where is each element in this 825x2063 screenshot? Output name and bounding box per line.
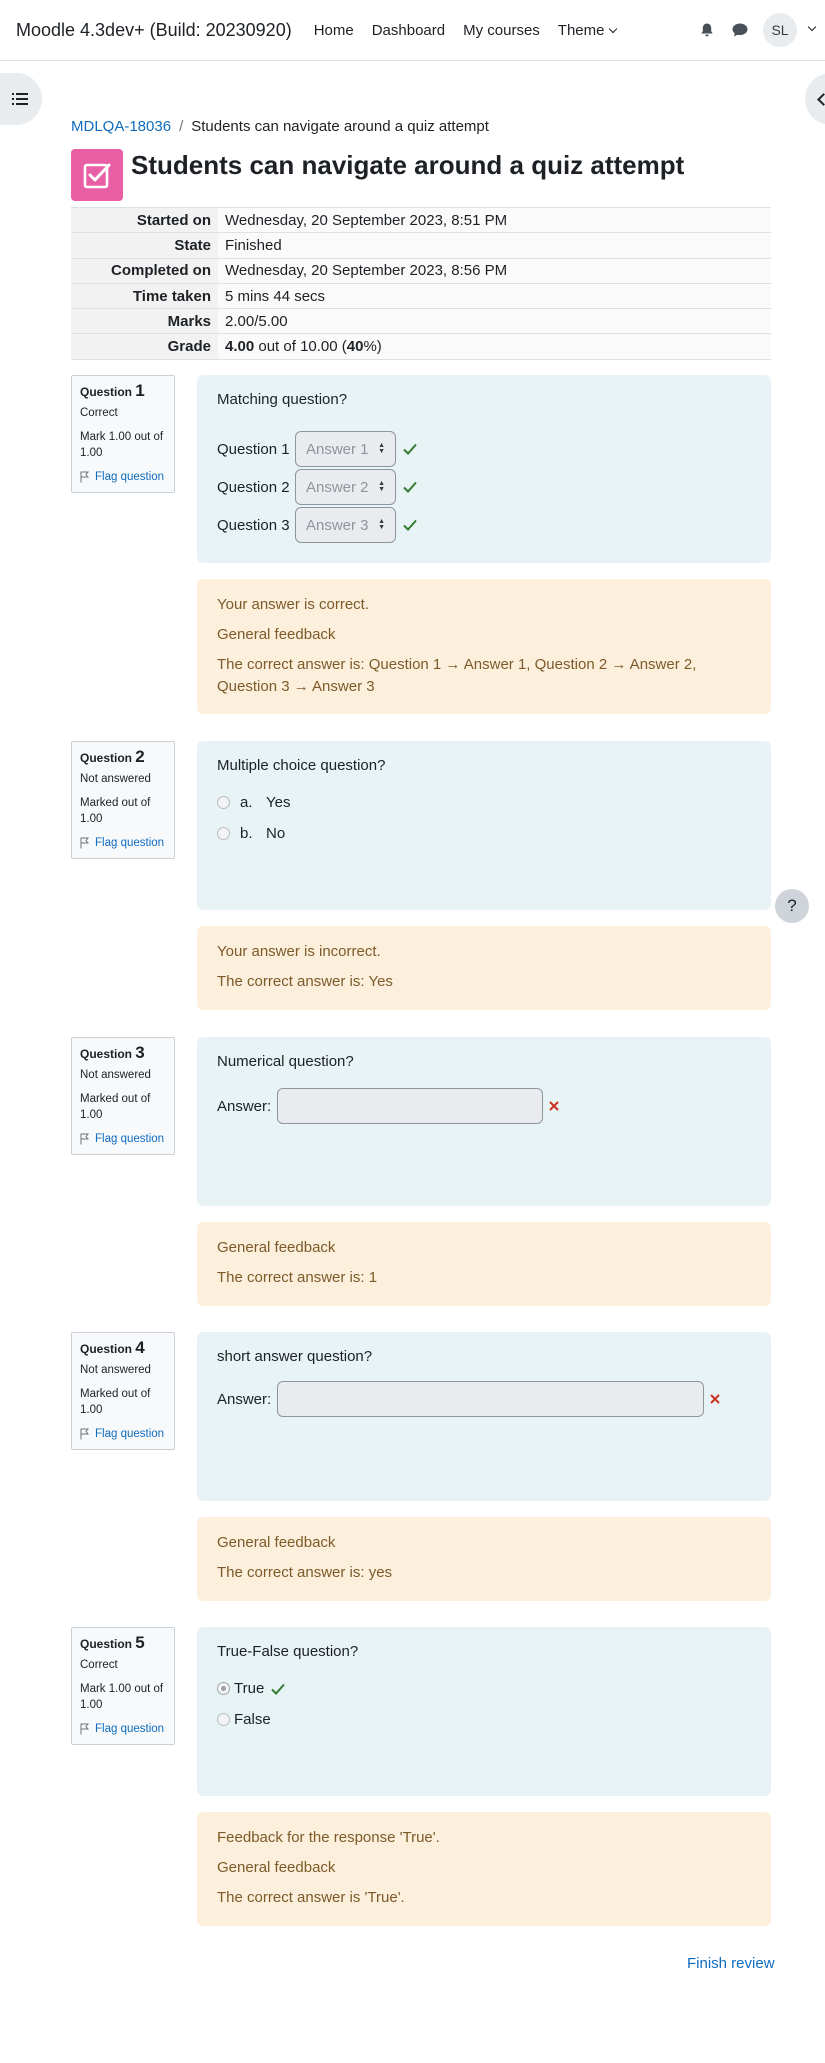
summary-row-completed bbox=[71, 258, 771, 283]
summary-label: Time taken bbox=[71, 283, 218, 308]
grade-percent: 40 bbox=[346, 338, 364, 356]
summary-value: 5 mins 44 secs bbox=[218, 283, 771, 308]
question-label: Question bbox=[80, 751, 133, 765]
question-number bbox=[80, 1340, 166, 1358]
quiz-icon bbox=[71, 149, 123, 201]
matching-row bbox=[217, 510, 751, 540]
question-label: Question bbox=[80, 1342, 133, 1356]
check-icon bbox=[402, 480, 418, 494]
attempt-summary-table bbox=[71, 207, 771, 360]
flag-icon bbox=[80, 1428, 89, 1440]
question-number bbox=[80, 749, 166, 767]
choice-label: Yes bbox=[266, 794, 291, 811]
answer-select-value: Answer 1 bbox=[306, 440, 369, 458]
feedback-line: The correct answer is: yes bbox=[217, 1564, 393, 1581]
breadcrumb-separator: / bbox=[179, 118, 184, 135]
summary-label: Grade bbox=[71, 334, 218, 359]
question-text: Matching question? bbox=[217, 391, 348, 408]
question-5-feedback bbox=[197, 1812, 771, 1926]
grade-end: %) bbox=[363, 338, 382, 356]
summary-value: Finished bbox=[218, 233, 771, 258]
answer-row bbox=[217, 1381, 751, 1417]
question-grade: Marked out of 1.00 bbox=[80, 797, 151, 825]
question-label: Question bbox=[80, 1047, 133, 1061]
question-text: True-False question? bbox=[217, 1643, 359, 1660]
summary-value: Wednesday, 20 September 2023, 8:51 PM bbox=[218, 208, 771, 233]
select-arrows-icon: ▲ ▼ bbox=[378, 442, 385, 455]
radio-button[interactable] bbox=[217, 796, 230, 809]
answer-select-value: Answer 2 bbox=[306, 478, 369, 496]
chevron-down-icon bbox=[609, 24, 617, 32]
summary-row-started bbox=[71, 208, 771, 233]
question-label: Question bbox=[80, 385, 133, 399]
question-state: Not answered bbox=[80, 773, 151, 785]
nav-dashboard[interactable]: Dashboard bbox=[371, 21, 446, 39]
choice-letter: a. bbox=[240, 794, 253, 811]
answer-input[interactable] bbox=[277, 1381, 704, 1417]
matching-rows bbox=[217, 434, 751, 540]
question-5-content bbox=[197, 1627, 771, 1796]
matching-stem: Question 2 bbox=[217, 478, 290, 496]
select-arrows-icon: ▲ ▼ bbox=[378, 518, 385, 531]
flag-icon bbox=[80, 837, 89, 849]
feedback-line: The correct answer is: 1 bbox=[217, 1269, 378, 1286]
grade-mid: out of 10.00 ( bbox=[254, 338, 347, 356]
question-state: Correct bbox=[80, 1659, 118, 1671]
flag-icon bbox=[80, 1133, 89, 1145]
feedback-line: General feedback bbox=[217, 626, 336, 643]
question-number-value: 5 bbox=[135, 1633, 145, 1652]
bell-icon[interactable] bbox=[699, 22, 715, 38]
choice-label: True bbox=[234, 1680, 265, 1697]
question-number-value: 3 bbox=[135, 1043, 145, 1062]
feedback-line: General feedback bbox=[217, 1534, 336, 1551]
list-icon bbox=[12, 92, 28, 106]
help-button[interactable]: ? bbox=[775, 889, 809, 923]
choice-letter: b. bbox=[240, 825, 253, 842]
answer-select-value: Answer 3 bbox=[306, 516, 369, 534]
question-number-value: 2 bbox=[135, 747, 145, 766]
question-label: Question bbox=[80, 1637, 133, 1651]
answer-select[interactable] bbox=[295, 507, 396, 543]
block-drawer-toggle[interactable] bbox=[805, 73, 825, 125]
question-state: Not answered bbox=[80, 1069, 151, 1081]
breadcrumb bbox=[71, 118, 489, 135]
feedback-line: General feedback bbox=[217, 1859, 336, 1876]
question-1-content bbox=[197, 375, 771, 563]
question-3-info bbox=[71, 1037, 175, 1155]
answer-input[interactable] bbox=[277, 1088, 543, 1124]
summary-label: Marks bbox=[71, 309, 218, 334]
breadcrumb-course-link[interactable]: MDLQA-18036 bbox=[71, 118, 172, 135]
flag-question-label: Flag question bbox=[95, 471, 165, 483]
user-navigation bbox=[699, 13, 815, 47]
question-3-feedback bbox=[197, 1222, 771, 1306]
avatar[interactable]: SL bbox=[763, 13, 797, 47]
answer-select[interactable] bbox=[295, 431, 396, 467]
question-text: Numerical question? bbox=[217, 1053, 354, 1070]
choice-list bbox=[217, 1680, 751, 1728]
choice-option[interactable] bbox=[217, 1711, 751, 1728]
question-2-content bbox=[197, 741, 771, 910]
summary-row-marks bbox=[71, 309, 771, 334]
question-1-feedback bbox=[197, 579, 771, 714]
summary-row-state bbox=[71, 233, 771, 258]
summary-row-time-taken bbox=[71, 283, 771, 308]
question-4-feedback bbox=[197, 1517, 771, 1601]
question-state: Correct bbox=[80, 407, 118, 419]
chat-icon[interactable] bbox=[731, 22, 749, 38]
summary-row-grade bbox=[71, 334, 771, 359]
feedback-line: The correct answer is: Question 1 → Answer 1, Question 2 → Answer 2, Question 3 → Answer 3 bbox=[217, 656, 697, 695]
flag-question-link[interactable] bbox=[80, 1721, 166, 1737]
check-icon bbox=[270, 1682, 286, 1696]
matching-stem: Question 1 bbox=[217, 440, 290, 458]
nav-theme-menu[interactable] bbox=[558, 22, 617, 39]
question-grade: Marked out of 1.00 bbox=[80, 1093, 151, 1121]
flag-question-label: Flag question bbox=[95, 1133, 165, 1145]
summary-label: State bbox=[71, 233, 218, 258]
choice-option[interactable] bbox=[217, 1680, 751, 1697]
flag-question-link[interactable] bbox=[80, 1131, 166, 1147]
user-menu-chevron-icon[interactable] bbox=[808, 23, 816, 31]
summary-value: 2.00/5.00 bbox=[218, 309, 771, 334]
question-number bbox=[80, 1635, 166, 1653]
answer-row bbox=[217, 1088, 751, 1124]
flag-question-label: Flag question bbox=[95, 1428, 165, 1440]
question-grade: Mark 1.00 out of 1.00 bbox=[80, 431, 164, 459]
feedback-line: The correct answer is: Yes bbox=[217, 973, 393, 990]
check-icon bbox=[402, 518, 418, 532]
feedback-line: Your answer is correct. bbox=[217, 596, 370, 613]
question-5-info bbox=[71, 1627, 175, 1745]
flag-icon bbox=[80, 1723, 89, 1735]
choice-option[interactable] bbox=[217, 825, 751, 842]
flag-question-link[interactable] bbox=[80, 1426, 166, 1442]
select-arrows-icon: ▲ ▼ bbox=[378, 480, 385, 493]
flag-question-label: Flag question bbox=[95, 1723, 165, 1735]
question-4-content bbox=[197, 1332, 771, 1501]
summary-value: Wednesday, 20 September 2023, 8:56 PM bbox=[218, 258, 771, 283]
radio-button[interactable] bbox=[217, 1682, 230, 1695]
question-3-content bbox=[197, 1037, 771, 1206]
feedback-line: General feedback bbox=[217, 1239, 336, 1256]
nav-theme-label: Theme bbox=[557, 21, 605, 39]
top-navbar bbox=[0, 0, 825, 61]
question-number-value: 1 bbox=[135, 381, 145, 400]
question-4-info bbox=[71, 1332, 175, 1450]
answer-label: Answer: bbox=[217, 1390, 272, 1408]
cross-icon bbox=[547, 1099, 561, 1113]
question-2-info bbox=[71, 741, 175, 859]
question-grade: Marked out of 1.00 bbox=[80, 1388, 151, 1416]
page-title: Students can navigate around a quiz attempt bbox=[131, 150, 685, 180]
breadcrumb-current: Students can navigate around a quiz attempt bbox=[191, 118, 489, 135]
course-index-toggle[interactable] bbox=[0, 73, 42, 125]
cross-icon bbox=[708, 1392, 722, 1406]
question-grade: Mark 1.00 out of 1.00 bbox=[80, 1683, 164, 1711]
summary-label: Completed on bbox=[71, 258, 218, 283]
feedback-line: Your answer is incorrect. bbox=[217, 943, 381, 960]
site-name[interactable]: Moodle 4.3dev+ (Build: 20230920) bbox=[16, 19, 292, 40]
flag-question-link[interactable] bbox=[80, 469, 166, 485]
question-text: Multiple choice question? bbox=[217, 757, 386, 774]
choice-list bbox=[217, 794, 751, 842]
question-number bbox=[80, 1045, 166, 1063]
flag-question-link[interactable] bbox=[80, 835, 166, 851]
question-state: Not answered bbox=[80, 1364, 151, 1376]
question-2-feedback bbox=[197, 926, 771, 1010]
check-icon bbox=[402, 442, 418, 456]
grade-value: 4.00 bbox=[225, 338, 255, 356]
question-number bbox=[80, 383, 166, 401]
flag-question-label: Flag question bbox=[95, 837, 165, 849]
feedback-line: Feedback for the response 'True'. bbox=[217, 1829, 440, 1846]
nav-home[interactable]: Home bbox=[313, 21, 354, 39]
answer-select[interactable] bbox=[295, 469, 396, 505]
primary-navigation bbox=[314, 22, 635, 39]
summary-label: Started on bbox=[71, 208, 218, 233]
matching-stem: Question 3 bbox=[217, 516, 290, 534]
feedback-line: The correct answer is 'True'. bbox=[217, 1889, 405, 1906]
radio-button[interactable] bbox=[217, 827, 230, 840]
flag-icon bbox=[80, 471, 89, 483]
finish-review-link[interactable]: Finish review bbox=[687, 1955, 775, 1972]
nav-my-courses[interactable]: My courses bbox=[463, 21, 540, 39]
answer-label: Answer: bbox=[217, 1097, 272, 1115]
choice-option[interactable] bbox=[217, 794, 751, 811]
choice-label: No bbox=[266, 825, 286, 842]
matching-row bbox=[217, 472, 751, 502]
question-text: short answer question? bbox=[217, 1348, 373, 1365]
summary-value bbox=[218, 334, 771, 359]
choice-label: False bbox=[234, 1711, 271, 1728]
question-1-info bbox=[71, 375, 175, 493]
radio-button[interactable] bbox=[217, 1713, 230, 1726]
matching-row bbox=[217, 434, 751, 464]
question-number-value: 4 bbox=[135, 1338, 145, 1357]
